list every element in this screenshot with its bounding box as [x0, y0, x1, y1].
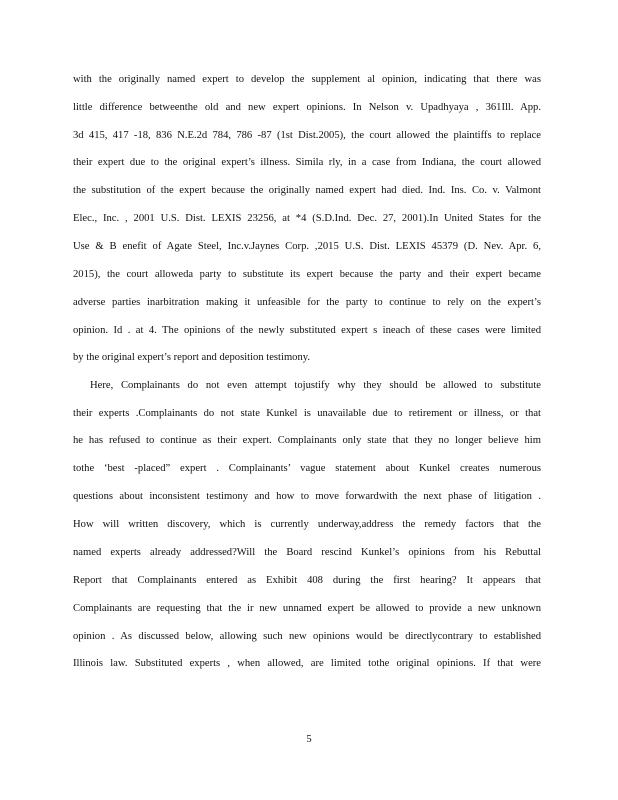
- paragraph-first-line: Here, Complainants do not even attempt tojustify why they should be allowed to substitute: [90, 380, 541, 391]
- body-text-line: he has refused to continue as their expert. Complainants only state that they no longer believe him: [73, 435, 541, 446]
- body-text-line: their expert due to the original expert’s illness. Simila rly, in a case from Indiana, the court allowed: [73, 157, 541, 168]
- body-text-line: the substitution of the expert because the originally named expert had died. Ind. Ins. Co. v. Valmont: [73, 185, 541, 196]
- body-text-line: adverse parties inarbitration making it unfeasible for the party to continue to rely on the expert’s: [73, 297, 541, 308]
- body-text-line: questions about inconsistent testimony and how to move forwardwith the next phase of litigation .: [73, 491, 541, 502]
- body-text-line: named experts already addressed?Will the Board rescind Kunkel’s opinions from his Rebuttal: [73, 547, 541, 558]
- body-text-line: with the originally named expert to develop the supplement al opinion, indicating that there was: [73, 74, 541, 85]
- body-text-line: little difference betweenthe old and new expert opinions. In Nelson v. Upadhyaya , 361Ill. App.: [73, 102, 541, 113]
- page-number: 5: [306, 734, 312, 745]
- body-text-line: Illinois law. Substituted experts , when allowed, are limited tothe original opinions. If that were: [73, 658, 541, 669]
- body-text-line: How will written discovery, which is currently underway,address the remedy factors that the: [73, 519, 541, 530]
- body-text-line: 3d 415, 417 -18, 836 N.E.2d 784, 786 -87 (1st Dist.2005), the court allowed the plaintiffs to replace: [73, 130, 541, 141]
- body-text-line: Complainants are requesting that the ir new unnamed expert be allowed to provide a new unknown: [73, 603, 541, 614]
- body-text-line: opinion . As discussed below, allowing such new opinions would be directlycontrary to established: [73, 631, 541, 642]
- body-text-line: by the original expert’s report and deposition testimony.: [73, 352, 311, 363]
- body-text-line: Use & B enefit of Agate Steel, Inc.v.Jaynes Corp. ,2015 U.S. Dist. LEXIS 45379 (D. Nev. Apr. 6,: [73, 241, 541, 252]
- body-text-line: 2015), the court alloweda party to substitute its expert because the party and their expert became: [73, 269, 541, 280]
- body-text-line: their experts .Complainants do not state Kunkel is unavailable due to retirement or illness, or that: [73, 408, 541, 419]
- body-text-line: opinion. Id . at 4. The opinions of the newly substituted expert s ineach of these cases were limited: [73, 325, 541, 336]
- body-text-line: Report that Complainants entered as Exhibit 408 during the first hearing? It appears that: [73, 575, 541, 586]
- body-text-line: tothe ‘best -placed” expert . Complainants’ vague statement about Kunkel creates numerous: [73, 463, 541, 474]
- body-text-line: Elec., Inc. , 2001 U.S. Dist. LEXIS 23256, at *4 (S.D.Ind. Dec. 27, 2001).In United States for the: [73, 213, 541, 224]
